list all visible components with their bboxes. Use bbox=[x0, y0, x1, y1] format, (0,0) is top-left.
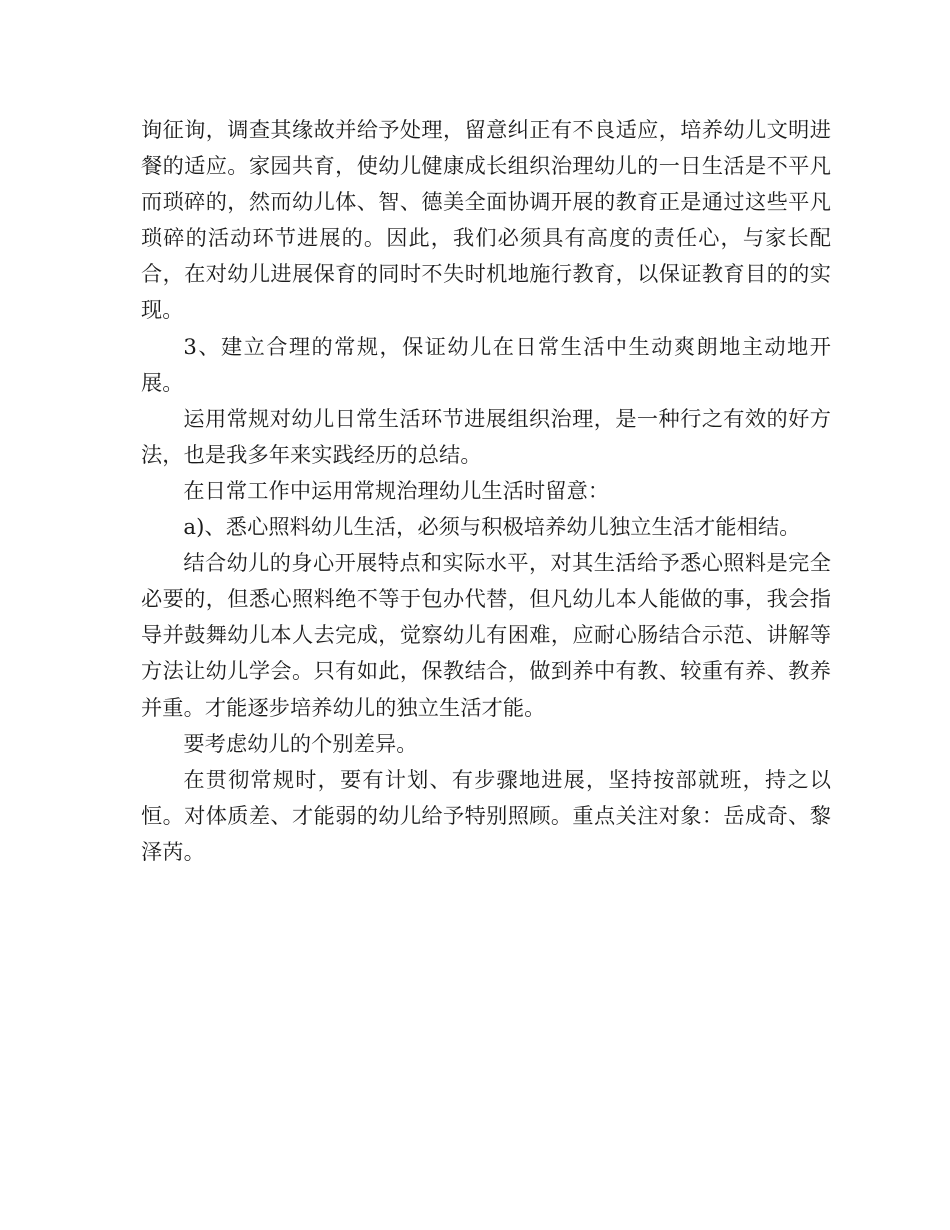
paragraph-3: 运用常规对幼儿日常生活环节进展组织治理，是一种行之有效的好方法，也是我多年来实践经历的总结。 bbox=[141, 405, 831, 467]
paragraph-1: 询征询，调查其缘故并给予处理，留意纠正有不良适应，培养幼儿文明进餐的适应。家园共育，使幼儿健康成长组织治理幼儿的一日生活是不平凡而琐碎的，然而幼儿体、智、德美全面协调开展的教育正是通过这些平凡琐碎的活动环节进展的。因此，我们必须具有高度的责任心，与家长配合，在对幼儿进展保育的同时不失时机地施行教育，以保证教育目的的实现。 bbox=[141, 117, 831, 323]
paragraph-4: 在日常工作中运用常规治理幼儿生活时留意： bbox=[183, 477, 610, 503]
paragraph-7: 要考虑幼儿的个别差异。 bbox=[183, 730, 418, 756]
document-body bbox=[141, 112, 831, 870]
paragraph-6: 结合幼儿的身心开展特点和实际水平，对其生活给予悉心照料是完全必要的，但悉心照料绝不等于包办代替，但凡幼儿本人能做的事，我会指导并鼓舞幼儿本人去完成，觉察幼儿有困难，应耐心肠结合示范、讲解等方法让幼儿学会。只有如此，保教结合，做到养中有教、较重有养、教养并重。才能逐步培养幼儿的独立生活才能。 bbox=[141, 550, 831, 720]
paragraph-5-subheading: a)、悉心照料幼儿生活，必须与积极培养幼儿独立生活才能相结。 bbox=[183, 514, 801, 540]
paragraph-2-heading: 3、建立合理的常规，保证幼儿在日常生活中生动爽朗地主动地开展。 bbox=[141, 333, 831, 395]
paragraph-8: 在贯彻常规时，要有计划、有步骤地进展，坚持按部就班，持之以恒。对体质差、才能弱的幼儿给予特别照顾。重点关注对象：岳成奇、黎泽芮。 bbox=[141, 766, 831, 864]
